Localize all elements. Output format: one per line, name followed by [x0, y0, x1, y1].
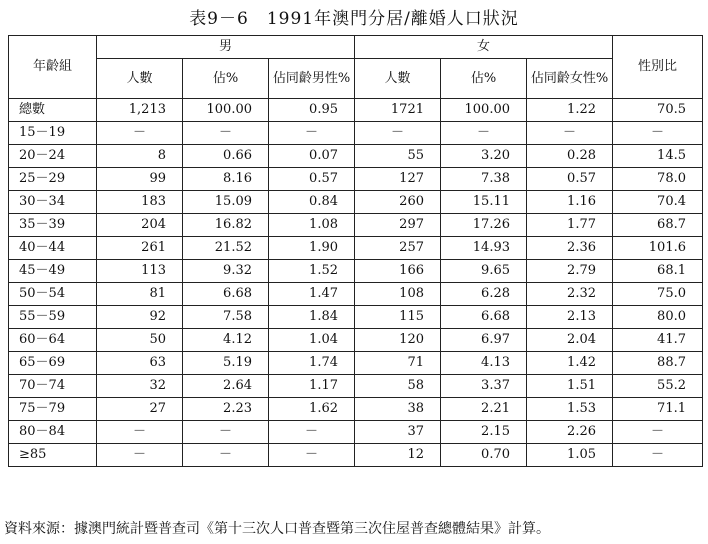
- female-same-age-cell: 2.36: [527, 237, 613, 260]
- female-pct-cell: 3.37: [441, 375, 527, 398]
- male-count-cell: 8: [97, 145, 183, 168]
- female-header: 女: [355, 36, 613, 59]
- male-header: 男: [97, 36, 355, 59]
- table-row: [9, 214, 703, 237]
- age-group-cell: 45－49: [9, 260, 97, 283]
- table-row: [9, 444, 703, 467]
- table-row: [9, 375, 703, 398]
- male-pct-cell: －: [183, 122, 269, 145]
- male-same-age-cell: 0.95: [269, 99, 355, 122]
- female-same-age-cell: 2.79: [527, 260, 613, 283]
- female-pct-cell: 15.11: [441, 191, 527, 214]
- sex-ratio-cell: 68.1: [613, 260, 703, 283]
- female-same-age-cell: 1.22: [527, 99, 613, 122]
- female-count-cell: 1721: [355, 99, 441, 122]
- female-count-cell: 108: [355, 283, 441, 306]
- male-pct-cell: 7.58: [183, 306, 269, 329]
- female-count-cell: 12: [355, 444, 441, 467]
- male-count-cell: 99: [97, 168, 183, 191]
- female-pct-cell: 100.00: [441, 99, 527, 122]
- female-pct-cell: 4.13: [441, 352, 527, 375]
- female-count-cell: 127: [355, 168, 441, 191]
- table-row: [9, 329, 703, 352]
- male-count-cell: 113: [97, 260, 183, 283]
- female-pct-cell: －: [441, 122, 527, 145]
- male-pct-cell: －: [183, 421, 269, 444]
- table-row: [9, 352, 703, 375]
- sex-ratio-cell: 70.4: [613, 191, 703, 214]
- age-group-cell: 35－39: [9, 214, 97, 237]
- sex-ratio-cell: 101.6: [613, 237, 703, 260]
- table-row: [9, 237, 703, 260]
- sex-ratio-cell: 80.0: [613, 306, 703, 329]
- male-pct-cell: 15.09: [183, 191, 269, 214]
- age-group-cell: 55－59: [9, 306, 97, 329]
- male-count-cell: 27: [97, 398, 183, 421]
- male-pct-cell: －: [183, 444, 269, 467]
- male-same-age-cell: 1.62: [269, 398, 355, 421]
- male-count-cell: 92: [97, 306, 183, 329]
- sex-ratio-cell: 14.5: [613, 145, 703, 168]
- male-pct-cell: 5.19: [183, 352, 269, 375]
- female-count-cell: 58: [355, 375, 441, 398]
- male-count-cell: 32: [97, 375, 183, 398]
- sex-ratio-cell: －: [613, 444, 703, 467]
- sex-ratio-cell: 88.7: [613, 352, 703, 375]
- female-pct-cell: 3.20: [441, 145, 527, 168]
- age-group-cell: 75－79: [9, 398, 97, 421]
- source-note: 資料來源：據澳門統計暨普查司《第十三次人口普查暨第三次住屋普查總體結果》計算。: [4, 521, 550, 537]
- female-count-cell: 71: [355, 352, 441, 375]
- male-same-age-cell: 1.04: [269, 329, 355, 352]
- male-count-cell: 81: [97, 283, 183, 306]
- female-pct-cell: 9.65: [441, 260, 527, 283]
- male-pct-cell: 6.68: [183, 283, 269, 306]
- male-same-age-cell: 1.74: [269, 352, 355, 375]
- table-title: 表9－6 1991年澳門分居/離婚人口狀況: [189, 9, 519, 29]
- male-pct-cell: 16.82: [183, 214, 269, 237]
- male-same-age-cell: 1.52: [269, 260, 355, 283]
- table-body: [9, 99, 703, 467]
- female-same-age-cell: 1.42: [527, 352, 613, 375]
- female-count-cell: 55: [355, 145, 441, 168]
- female-count-cell: 120: [355, 329, 441, 352]
- age-group-header: 年齡組: [9, 36, 97, 99]
- female-same-age-cell: －: [527, 122, 613, 145]
- male-count-cell: 261: [97, 237, 183, 260]
- male-same-age-cell: 1.08: [269, 214, 355, 237]
- male-same-age-cell: 1.17: [269, 375, 355, 398]
- female-same-age-cell: 1.16: [527, 191, 613, 214]
- male-pct-cell: 8.16: [183, 168, 269, 191]
- female-same-age-cell: 1.77: [527, 214, 613, 237]
- male-pct-header: 佔%: [183, 59, 269, 99]
- sex-ratio-cell: 68.7: [613, 214, 703, 237]
- male-count-cell: 183: [97, 191, 183, 214]
- table-row: [9, 122, 703, 145]
- female-same-age-cell: 2.13: [527, 306, 613, 329]
- female-count-cell: 260: [355, 191, 441, 214]
- male-same-age-cell: 0.57: [269, 168, 355, 191]
- male-count-cell: 1,213: [97, 99, 183, 122]
- female-count-cell: 297: [355, 214, 441, 237]
- male-count-cell: －: [97, 421, 183, 444]
- female-pct-cell: 6.97: [441, 329, 527, 352]
- age-group-cell: 25－29: [9, 168, 97, 191]
- age-group-cell: ≥85: [9, 444, 97, 467]
- female-same-age-cell: 2.04: [527, 329, 613, 352]
- female-same-age-cell: 0.57: [527, 168, 613, 191]
- female-pct-cell: 2.15: [441, 421, 527, 444]
- sex-ratio-cell: －: [613, 122, 703, 145]
- male-count-cell: 204: [97, 214, 183, 237]
- female-same-age-cell: 0.28: [527, 145, 613, 168]
- male-count-cell: 50: [97, 329, 183, 352]
- female-same-age-cell: 1.05: [527, 444, 613, 467]
- female-pct-cell: 14.93: [441, 237, 527, 260]
- sex-ratio-cell: 55.2: [613, 375, 703, 398]
- table-row: [9, 168, 703, 191]
- table-row: [9, 421, 703, 444]
- male-pct-cell: 2.23: [183, 398, 269, 421]
- female-same-age-cell: 2.32: [527, 283, 613, 306]
- age-group-cell: 70－74: [9, 375, 97, 398]
- sex-ratio-cell: 75.0: [613, 283, 703, 306]
- table-row: [9, 99, 703, 122]
- sex-ratio-cell: 78.0: [613, 168, 703, 191]
- age-group-cell: 總數: [9, 99, 97, 122]
- table-row: [9, 260, 703, 283]
- female-pct-cell: 2.21: [441, 398, 527, 421]
- female-pct-cell: 6.68: [441, 306, 527, 329]
- female-same-age-cell: 2.26: [527, 421, 613, 444]
- male-pct-cell: 21.52: [183, 237, 269, 260]
- female-pct-cell: 17.26: [441, 214, 527, 237]
- male-same-age-header: 佔同齡男性%: [269, 59, 355, 99]
- table-row: [9, 283, 703, 306]
- female-pct-cell: 0.70: [441, 444, 527, 467]
- female-count-cell: 115: [355, 306, 441, 329]
- male-same-age-cell: 1.84: [269, 306, 355, 329]
- age-group-cell: 50－54: [9, 283, 97, 306]
- female-count-cell: 257: [355, 237, 441, 260]
- sex-ratio-header: 性別比: [613, 36, 703, 99]
- male-pct-cell: 0.66: [183, 145, 269, 168]
- age-group-cell: 20－24: [9, 145, 97, 168]
- female-pct-cell: 6.28: [441, 283, 527, 306]
- table-row: [9, 145, 703, 168]
- table-row: [9, 398, 703, 421]
- female-count-cell: 166: [355, 260, 441, 283]
- male-count-cell: －: [97, 122, 183, 145]
- male-count-header: 人數: [97, 59, 183, 99]
- female-same-age-cell: 1.51: [527, 375, 613, 398]
- sex-ratio-cell: 71.1: [613, 398, 703, 421]
- female-pct-cell: 7.38: [441, 168, 527, 191]
- male-same-age-cell: 1.47: [269, 283, 355, 306]
- table-row: [9, 306, 703, 329]
- male-same-age-cell: －: [269, 122, 355, 145]
- male-same-age-cell: 0.07: [269, 145, 355, 168]
- male-pct-cell: 100.00: [183, 99, 269, 122]
- male-same-age-cell: －: [269, 421, 355, 444]
- age-group-cell: 80－84: [9, 421, 97, 444]
- sex-ratio-cell: 70.5: [613, 99, 703, 122]
- divorce-table: [8, 35, 703, 467]
- male-count-cell: 63: [97, 352, 183, 375]
- male-same-age-cell: 1.90: [269, 237, 355, 260]
- male-same-age-cell: －: [269, 444, 355, 467]
- female-same-age-cell: 1.53: [527, 398, 613, 421]
- female-count-cell: 38: [355, 398, 441, 421]
- age-group-cell: 65－69: [9, 352, 97, 375]
- female-count-cell: －: [355, 122, 441, 145]
- female-count-cell: 37: [355, 421, 441, 444]
- age-group-cell: 15－19: [9, 122, 97, 145]
- age-group-cell: 60－64: [9, 329, 97, 352]
- sex-ratio-cell: －: [613, 421, 703, 444]
- female-same-age-header: 佔同齡女性%: [527, 59, 613, 99]
- male-pct-cell: 2.64: [183, 375, 269, 398]
- age-group-cell: 30－34: [9, 191, 97, 214]
- female-pct-header: 佔%: [441, 59, 527, 99]
- male-pct-cell: 4.12: [183, 329, 269, 352]
- age-group-cell: 40－44: [9, 237, 97, 260]
- table-row: [9, 191, 703, 214]
- male-same-age-cell: 0.84: [269, 191, 355, 214]
- male-count-cell: －: [97, 444, 183, 467]
- female-count-header: 人數: [355, 59, 441, 99]
- male-pct-cell: 9.32: [183, 260, 269, 283]
- sex-ratio-cell: 41.7: [613, 329, 703, 352]
